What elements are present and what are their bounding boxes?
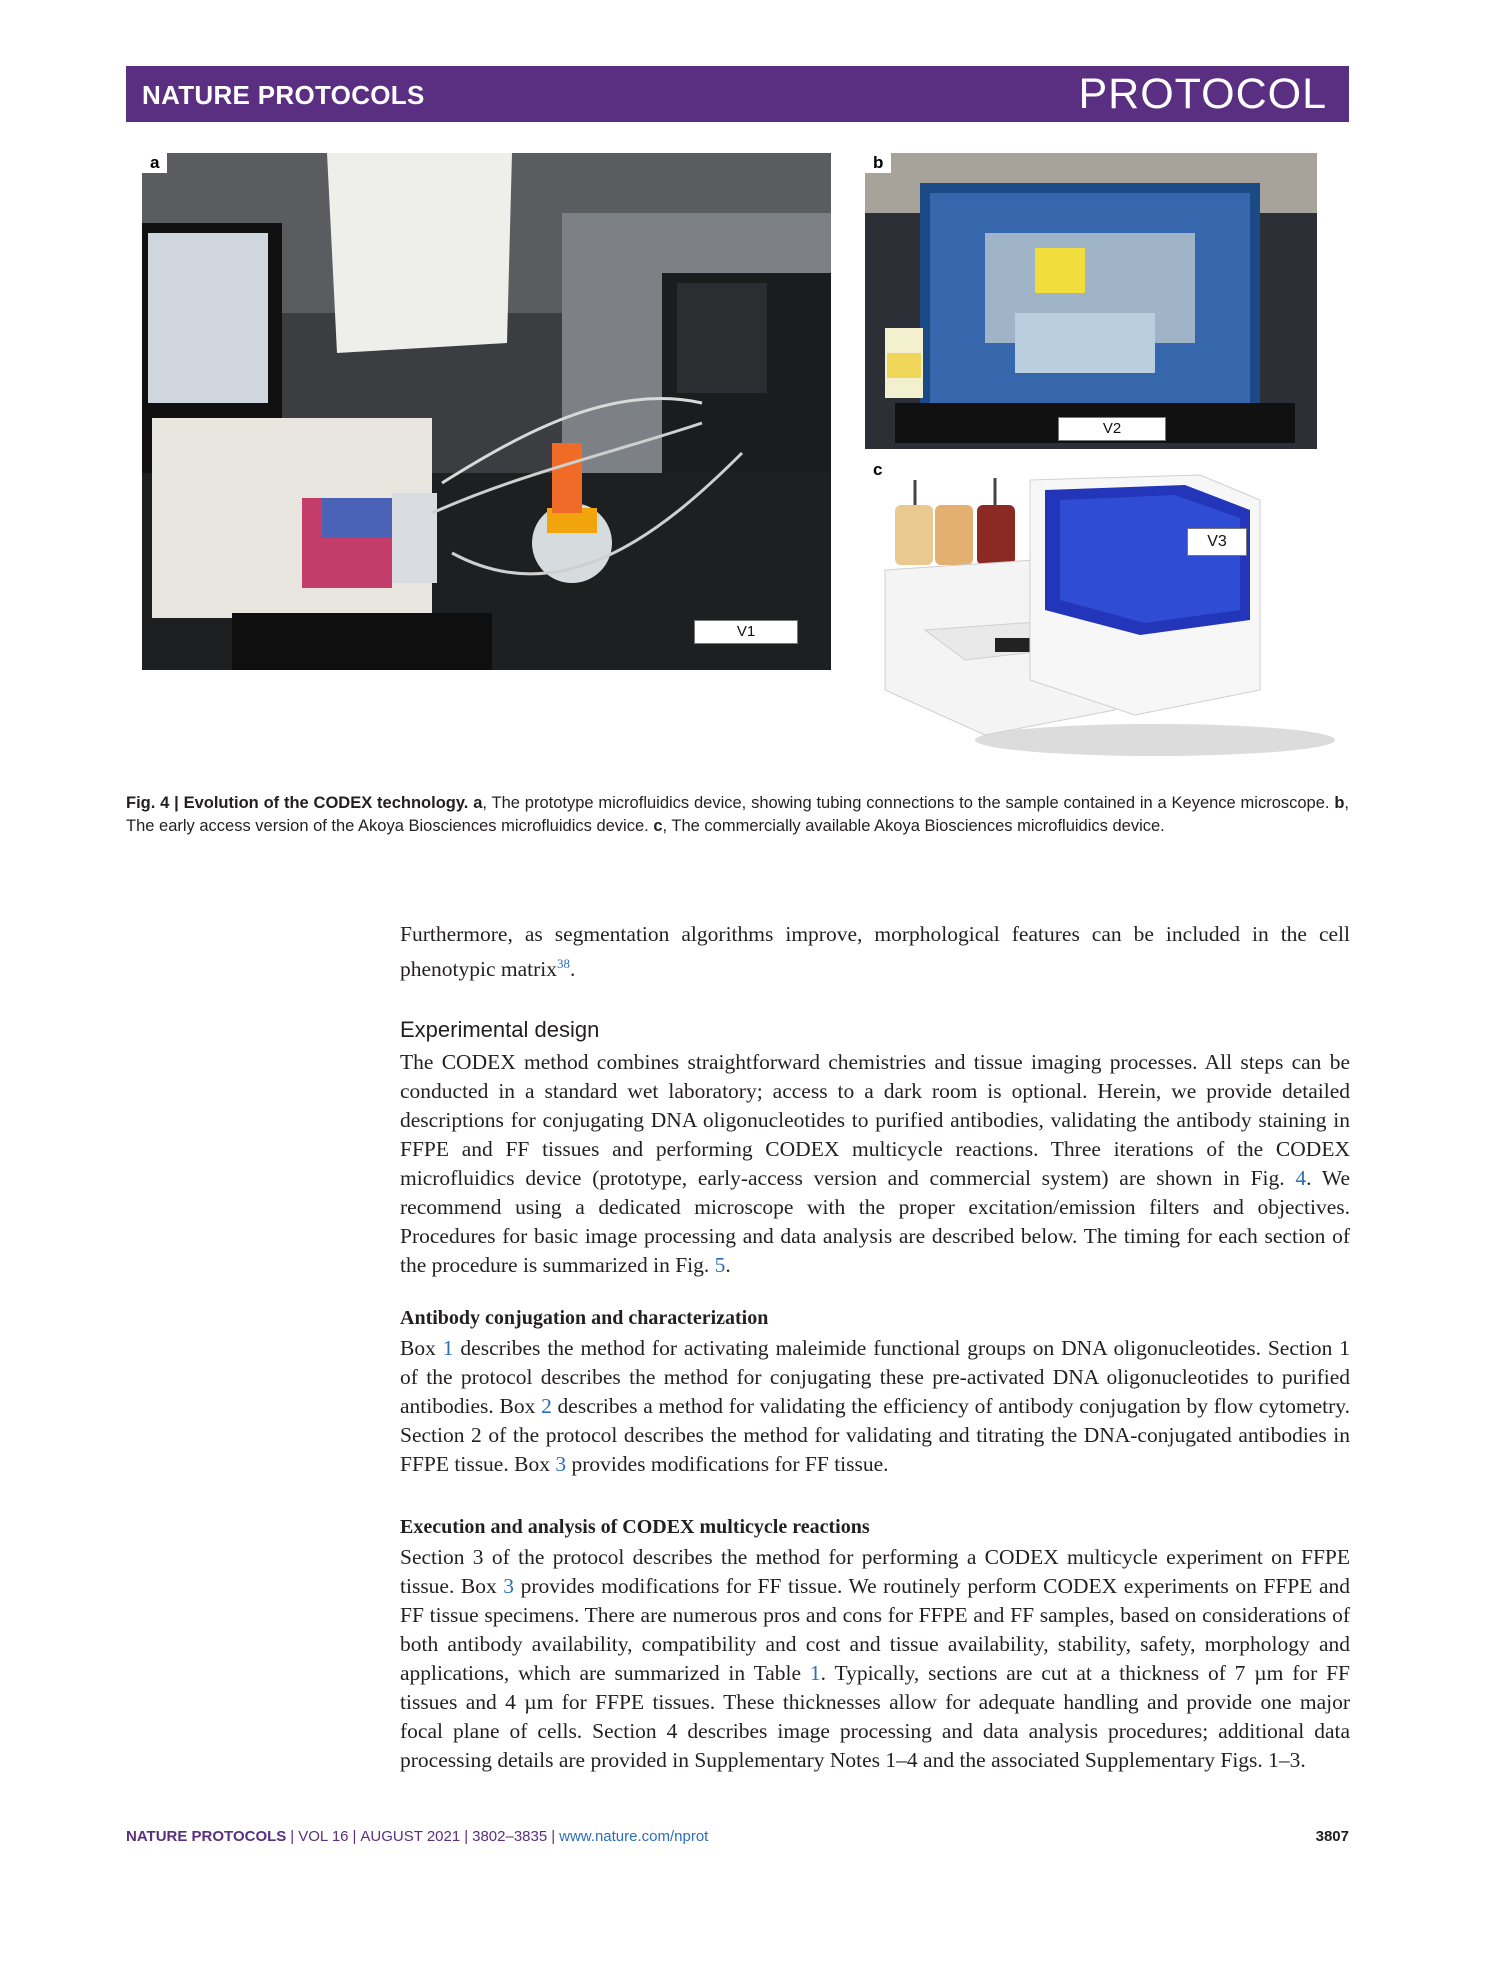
footer-volume: VOL 16 xyxy=(298,1828,349,1845)
reference-38-link[interactable]: 38 xyxy=(557,956,571,971)
antibody-text-1: Box xyxy=(400,1336,443,1360)
footer-separator: | xyxy=(551,1828,556,1845)
execution-text-3: . Typically, sections are cut at a thickness of 7 µm for FF tissues and 4 µm for FFPE tissues. These thicknesses allow for adequate handling and provide one major focal plane of cells. Section 4 describes image processing and data analysis procedures; additional data processing details are provided in Supplementary Notes 1–4 and the associated Supplementary Figs. 1–3. xyxy=(400,1661,1351,1772)
box-3-link[interactable]: 3 xyxy=(555,1452,567,1476)
commercial-device-illustration xyxy=(865,460,1349,760)
version-label-v2: V2 xyxy=(1058,417,1166,441)
intro-text: Furthermore, as segmentation algorithms improve, morphological features can be included in the cell phenotypic matrix xyxy=(400,922,1350,982)
section-title-experimental-design: Experimental design xyxy=(400,1017,600,1042)
antibody-text-2: describes the method for activating maleimide functional groups on DNA oligonucleotides. Section 1 of the protocol describes the method for conjugating these pre-activated DNA oligonucleotides to purified antibodies. Box xyxy=(400,1336,1351,1418)
table-1-link[interactable]: 1 xyxy=(809,1661,821,1685)
figure-5-link[interactable]: 5 xyxy=(714,1253,726,1277)
caption-text-a: , The prototype microfluidics device, showing tubing connections to the sample contained in a Keyence microscope. xyxy=(482,794,1335,812)
footer-journal-url-link[interactable]: www.nature.com/nprot xyxy=(559,1828,709,1845)
footer-separator: | xyxy=(352,1828,357,1845)
footer-journal: NATURE PROTOCOLS xyxy=(126,1828,287,1845)
caption-letter-c: c xyxy=(653,817,663,835)
figure-panel-c-render xyxy=(865,460,1349,760)
experimental-design-text-1: The CODEX method combines straightforward chemistries and tissue imaging processes. All steps can be conducted in a standard wet laboratory; access to a dark room is optional. Herein, we provide detailed descriptions for conjugating DNA oligonucleotides to purified antibodies, validating the antibody staining in FFPE and FF tissues and performing CODEX multicycle reactions. Three iterations of the CODEX microfluidics device (prototype, early-access version and commercial system) are shown in Fig. xyxy=(400,1050,1350,1190)
experimental-design-text-3: . xyxy=(725,1253,731,1277)
page-footer xyxy=(126,1828,1349,1852)
footer-date: AUGUST 2021 xyxy=(360,1828,461,1845)
antibody-conjugation-paragraph xyxy=(400,1334,1350,1479)
early-access-device-illustration xyxy=(865,153,1317,449)
caption-text-c: , The commercially available Akoya Biosciences microfluidics device. xyxy=(662,817,1165,835)
experimental-design-paragraph xyxy=(400,1048,1350,1280)
panel-letter-b: b xyxy=(865,153,891,173)
execution-text-1: Section 3 of the protocol describes the method for performing a CODEX multicycle experiment on FFPE tissue. Box xyxy=(400,1545,1350,1598)
version-label-v3: V3 xyxy=(1187,528,1247,556)
subsection-title-execution-analysis: Execution and analysis of CODEX multicycle reactions xyxy=(400,1516,870,1538)
antibody-text-3: describes a method for validating the efficiency of antibody conjugation by flow cytometry. Section 2 of the protocol describes the method for validating and titrating the DNA-conjugated antibodies in FFPE tissue. Box xyxy=(400,1394,1350,1476)
experimental-design-text-2: . We recommend using a dedicated microscope with the proper excitation/emission filters and objectives. Procedures for basic image processing and data analysis are described below. The timing for each section of the procedure is summarized in Fig. xyxy=(400,1166,1350,1277)
page-number: 3807 xyxy=(1315,1828,1349,1845)
footer-pages: 3802–3835 xyxy=(472,1828,548,1845)
version-label-v1: V1 xyxy=(694,620,798,644)
figure-panel-a-photo xyxy=(142,153,831,670)
footer-citation xyxy=(126,1828,708,1845)
journal-name: NATURE PROTOCOLS xyxy=(142,80,425,110)
figure-caption xyxy=(126,792,1349,838)
panel-letter-a: a xyxy=(142,153,167,173)
subsection-title-antibody-conjugation: Antibody conjugation and characterization xyxy=(400,1307,769,1329)
execution-text-2: provides modifications for FF tissue. We routinely perform CODEX experiments on FFPE and FF tissue specimens. There are numerous pros and cons for FFPE and FF samples, based on considerations of both antibody availability, compatibility and cost and tissue availability, stability, safety, morphology and applications, which are summarized in Table xyxy=(400,1574,1350,1685)
article-type: PROTOCOL xyxy=(1078,70,1327,118)
caption-letter-a: a xyxy=(473,794,483,812)
caption-text-b: , The early access version of the Akoya Biosciences microfluidics device. xyxy=(126,794,1349,835)
footer-separator: | xyxy=(290,1828,295,1845)
caption-letter-b: b xyxy=(1334,794,1345,812)
intro-paragraph xyxy=(400,920,1350,984)
prototype-device-illustration xyxy=(142,153,831,670)
figure-panel-b-photo xyxy=(865,153,1317,449)
figure-4-link[interactable]: 4 xyxy=(1295,1166,1307,1190)
box-3-link-2[interactable]: 3 xyxy=(503,1574,515,1598)
box-1-link[interactable]: 1 xyxy=(442,1336,454,1360)
execution-analysis-paragraph xyxy=(400,1543,1350,1775)
panel-letter-c: c xyxy=(865,460,890,480)
caption-fig-label: Fig. 4 | Evolution of the CODEX technology. xyxy=(126,794,469,812)
box-2-link[interactable]: 2 xyxy=(541,1394,552,1418)
antibody-text-4: provides modifications for FF tissue. xyxy=(566,1452,889,1476)
footer-separator: | xyxy=(464,1828,469,1845)
intro-end: . xyxy=(570,957,576,982)
journal-header-bar xyxy=(126,66,1349,122)
